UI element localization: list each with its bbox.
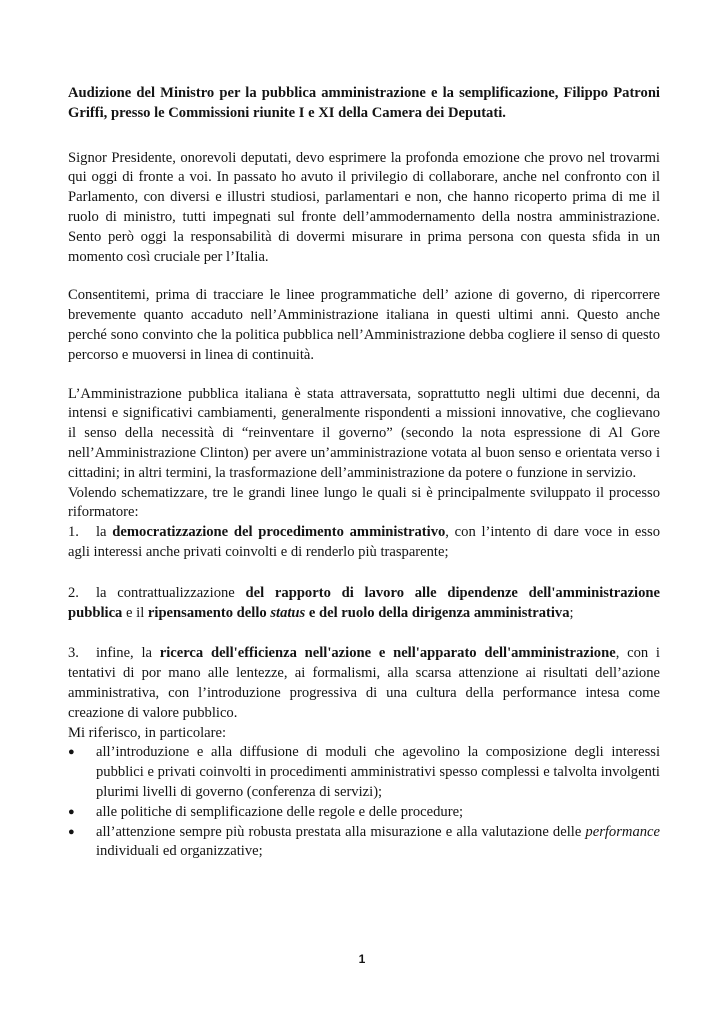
- paragraph-riferimento: Mi riferisco, in particolare:: [68, 724, 227, 741]
- page-number: 1: [358, 952, 366, 966]
- bullet-icon: ●: [68, 825, 75, 838]
- bullet-item: [68, 823, 660, 863]
- bullet-text: [96, 823, 660, 863]
- item-1-post: , con l’intento di dare voce in esso agli interessi anche privati coinvolti e di renderlo più trasparente;: [68, 524, 661, 560]
- bullet-icon: ●: [68, 805, 75, 818]
- item-1-pre: la: [96, 524, 113, 541]
- item-2-post: ;: [569, 604, 574, 621]
- page-content: [68, 84, 660, 862]
- item-3-post: , con i tentativi di por mano alle lentezze, ai formalismi, alla scarsa attenzione ai risultati dell’azione amministrativa, con l’introduzione progressiva di una cultura della performance intesa come creazione di valore pubblico.: [68, 645, 660, 721]
- item-1-number: 1.: [68, 524, 79, 541]
- item-2-bold-1: del rapporto di lavoro alle dipendenze dell'amministrazione pubblica: [68, 584, 660, 621]
- bullet-3-text: all’attenzione sempre più robusta prestata alla misurazione e alla valutazione delle: [96, 823, 586, 840]
- document-title: Audizione del Ministro per la pubblica amministrazione e la semplificazione, Filippo Patroni Griffi, presso le Commissioni riunite I e XI della Camera dei Deputati.: [68, 85, 660, 121]
- item-2-mid: e il: [122, 604, 148, 621]
- numbered-item-3: [68, 644, 660, 723]
- paragraph-cambiamenti: L’Amministrazione pubblica italiana è stata attraversata, soprattutto negli ultimi due decenni, da intensi e significativi cambiamenti, generalmente rispondenti a missioni innovative, che coglievano il senso della necessità di “reinventare il governo” (secondo la nota espressione di Al Gore nell’Amministrazione Clinton) per avere un’amministrazione votata al buon senso e orientata verso i cittadini; in altri termini, la trasformazione dell’amministrazione da potere o funzione in servizio.: [68, 385, 660, 481]
- bullet-3-post: individuali ed organizzative;: [96, 843, 263, 860]
- paragraph-schema: Volendo schematizzare, tre le grandi linee lungo le quali si è principalmente sviluppato il processo riformatore:: [68, 484, 660, 521]
- item-3-pre: infine, la: [96, 645, 160, 662]
- numbered-item-1: [68, 523, 660, 563]
- bullet-3-performance: performance: [585, 823, 660, 840]
- bullet-item: [68, 743, 660, 802]
- paragraph-intro: Signor Presidente, onorevoli deputati, devo esprimere la profonda emozione che provo nel trovarmi qui oggi di fronte a voi. In passato ho avuto il privilegio di collaborare, anche nel confronto con il Parlamento, con diversi e illustri studiosi, parlamentari e non, che hanno ricoperto prima di me il ruolo di ministro, tutti impegnati sul fronte dell’ammodernamento della nostra amministrazione. Sento però oggi la responsabilità di dovermi misurare in prima persona con questa sfida in un momento così cruciale per l’Italia.: [68, 149, 660, 265]
- paragraph-linee: Consentitemi, prima di tracciare le linee programmatiche dell’ azione di governo, di ripercorrere brevemente quanto accaduto nell’Amministrazione italiana in questi ultimi anni. Questo anche perché sono convinto che la politica pubblica nell’Amministrazione debba cogliere il senso di questo percorso e muoversi in linea di continuità.: [68, 287, 660, 363]
- item-2-number: 2.: [68, 584, 79, 601]
- bullet-item: [68, 803, 660, 823]
- item-3-number: 3.: [68, 645, 79, 662]
- item-2-bold-3: e del ruolo della dirigenza amministrativa: [305, 604, 570, 621]
- item-2-status: status: [270, 604, 306, 621]
- item-3-bold: ricerca dell'efficienza nell'azione e nell'apparato dell'amministrazione: [159, 645, 616, 662]
- numbered-item-2: [68, 584, 660, 624]
- item-2-bold-2: ripensamento dello: [147, 604, 271, 621]
- item-2-pre: la contrattualizzazione: [96, 584, 246, 601]
- bullet-icon: ●: [68, 746, 75, 759]
- item-1-bold: democratizzazione del procedimento amministrativo: [112, 524, 446, 541]
- bullet-text: alle politiche di semplificazione delle regole e delle procedure;: [96, 803, 464, 820]
- bullet-text: all’introduzione e alla diffusione di moduli che agevolino la composizione degli interessi pubblici e privati coinvolti in procedimenti amministrativi spesso complessi e talvolta involgenti plurimi livelli di governo (conferenza di servizi);: [96, 744, 660, 800]
